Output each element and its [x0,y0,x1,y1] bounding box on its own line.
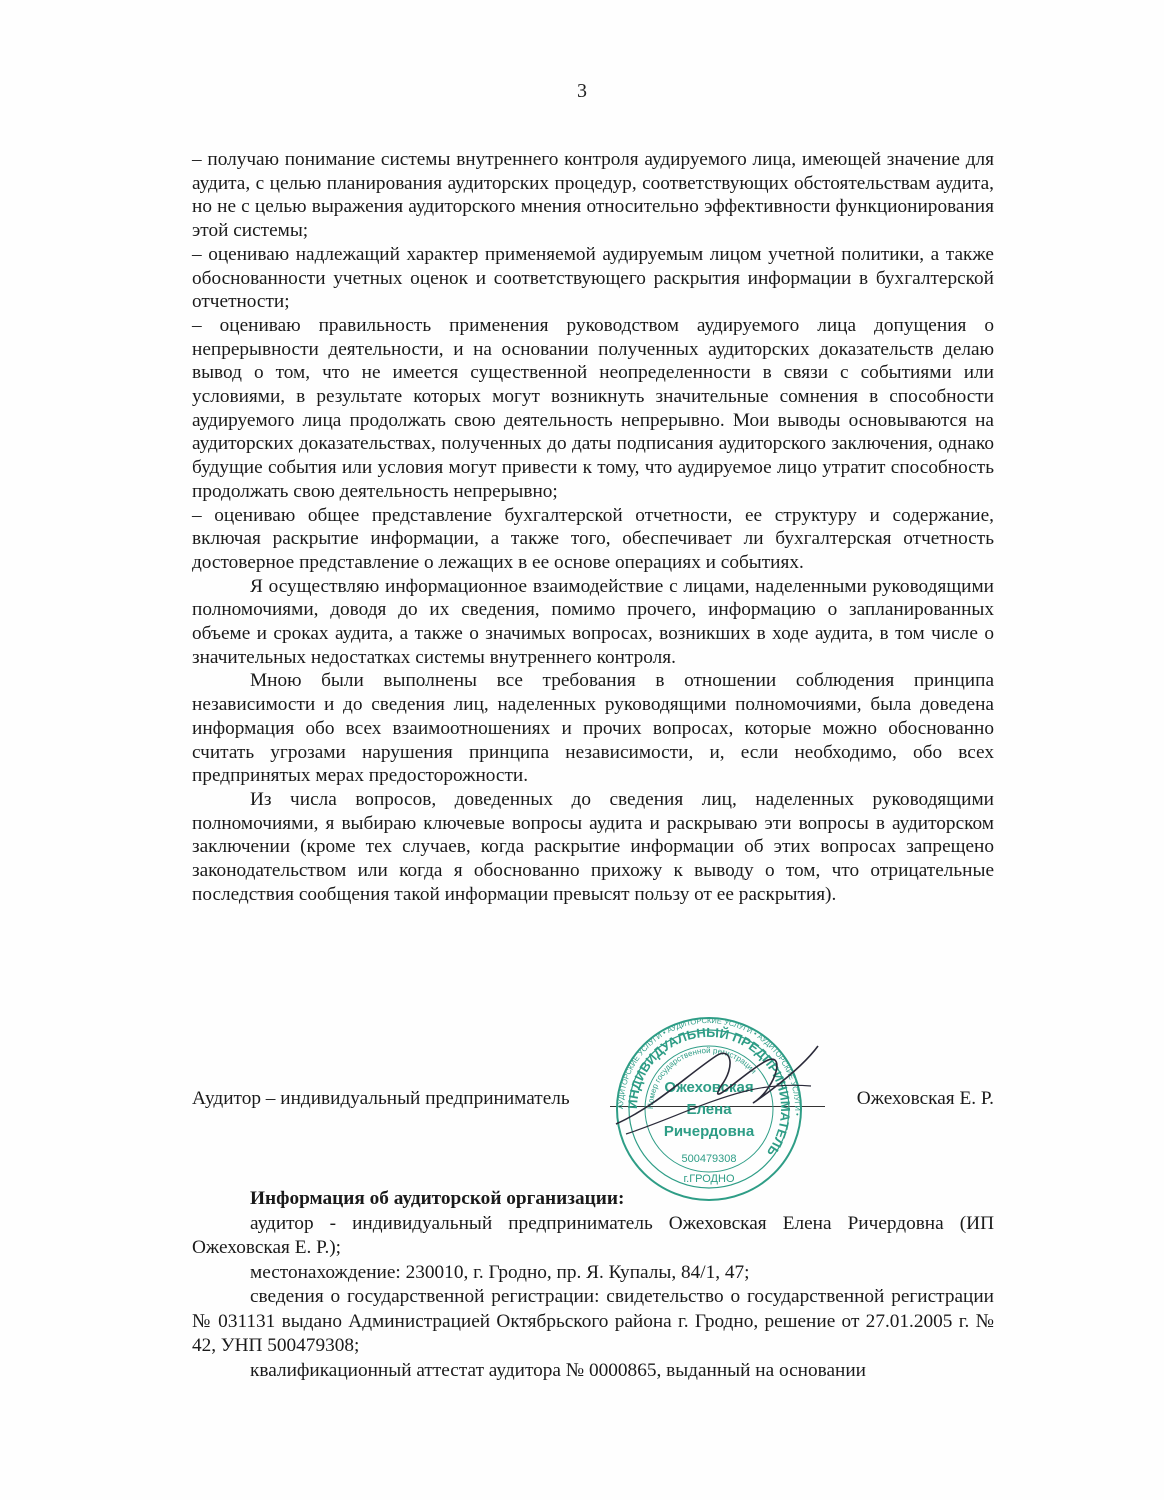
svg-text:Ричердовна: Ричердовна [663,1123,755,1140]
svg-text:Номер государственной регистра: Номер государственной регистрации [645,1045,759,1110]
document-body [192,148,994,907]
info-certificate: квалификационный аттестат аудитора № 0000865, выданный на основании [250,1359,866,1381]
paragraph-independence: Мною были выполнены все требования в отношении соблюдения принципа независимости и до сведения лиц, наделенных руководящими полномочиями, была доведена информация обо всех взаимоотношениях и прочих вопросах, которые можно обоснованно считать угрозами нарушения принципа независимости, и, если необходимо, обо всех предпринятых мерах предосторожности. [192,670,994,787]
bullet-accounting-policy: – оцениваю надлежащий характер применяемой аудируемым лицом учетной политики, а также обоснованности учетных оценок и соответствующего раскрытия информации в бухгалтерской отчетности; [192,243,994,313]
svg-text:Елена: Елена [686,1101,732,1118]
bullet-overall-presentation: – оцениваю общее представление бухгалтерской отчетности, ее структуру и содержание, включая раскрытие информации, а также того, обеспечивает ли бухгалтерская отчетность достоверное представление о лежащих в ее основе операциях и событиях. [192,504,994,573]
paragraph-key-audit-matters: Из числа вопросов, доведенных до сведения лиц, наделенных руководящими полномочиями, я выбираю ключевые вопросы аудита и раскрываю эти вопросы в аудиторском заключении (кроме тех случаев, когда раскрытие информации об этих вопросах запрещено законодательством или когда я обоснованно прихожу к выводу о том, что отрицательные последствия сообщения такой информации превысят пользу от ее раскрытия). [192,788,994,905]
info-auditor: аудитор - индивидуальный предприниматель Ожеховская Елена Ричердовна (ИП Ожеховская Е. Р.); [192,1212,994,1258]
signature-block [192,1088,994,1118]
page-number: 3 [577,80,587,102]
info-registration: сведения о государственной регистрации: свидетельство о государственной регистрации № 031131 выдано Администрацией Октябрьского района г. Гродно, решение от 27.01.2005 г. № 42, УНП 500479308; [192,1286,994,1356]
signature-name: Ожеховская Е. Р. [856,1088,994,1109]
official-stamp-icon [596,1016,822,1202]
svg-text:г.ГРОДНО: г.ГРОДНО [683,1173,735,1185]
info-location: местонахождение: 230010, г. Гродно, пр. Я. Купалы, 84/1, 47; [250,1261,750,1283]
signature-role: Аудитор – индивидуальный предприниматель [192,1088,570,1109]
paragraph-communication: Я осуществляю информационное взаимодействие с лицами, наделенными руководящими полномочиями, доводя до их сведения, помимо прочего, информацию о запланированных объеме и сроках аудита, а также о значимых вопросах, возникших в ходе аудита, в том числе о значительных недостатках системы внутреннего контроля. [192,575,994,668]
bullet-going-concern: – оцениваю правильность применения руководством аудируемого лица допущения о непрерывности деятельности, и на основании полученных аудиторских доказательств делаю вывод о том, что не имеется существенной неопределенности в связи с событиями или условиями, в результате которых могут возникнуть значительные сомнения в способности аудируемого лица продолжать свою деятельность непрерывно. Мои выводы основываются на аудиторских доказательствах, полученных до даты подписания аудиторского заключения, однако будущие события или условия могут привести к тому, что аудируемое лицо утратит способность продолжать свою деятельность непрерывно; [192,314,994,502]
svg-text:Ожеховская: Ожеховская [664,1079,754,1096]
auditor-info-section [192,1187,994,1383]
info-heading: Информация об аудиторской организации: [250,1188,625,1209]
bullet-internal-control: – получаю понимание системы внутреннего контроля аудируемого лица, имеющей значение для аудита, с целью планирования аудиторских процедур, соответствующих обстоятельствам аудита, но не с целью выражения аудиторского мнения относительно эффективности функционирования этой системы; [192,149,994,242]
svg-text:АУДИТОРСКИЕ УСЛУГИ • АУДИТОРСК: АУДИТОРСКИЕ УСЛУГИ • АУДИТОРСКИЕ УСЛУГИ • АУДИТОРСКИЕ УСЛУГИ • [615,1016,803,1116]
svg-text:ИНДИВИДУАЛЬНЫЙ ПРЕДПРИНИМАТЕЛЬ: ИНДИВИДУАЛЬНЫЙ ПРЕДПРИНИМАТЕЛЬ [624,1024,794,1160]
svg-text:500479308: 500479308 [681,1153,737,1165]
